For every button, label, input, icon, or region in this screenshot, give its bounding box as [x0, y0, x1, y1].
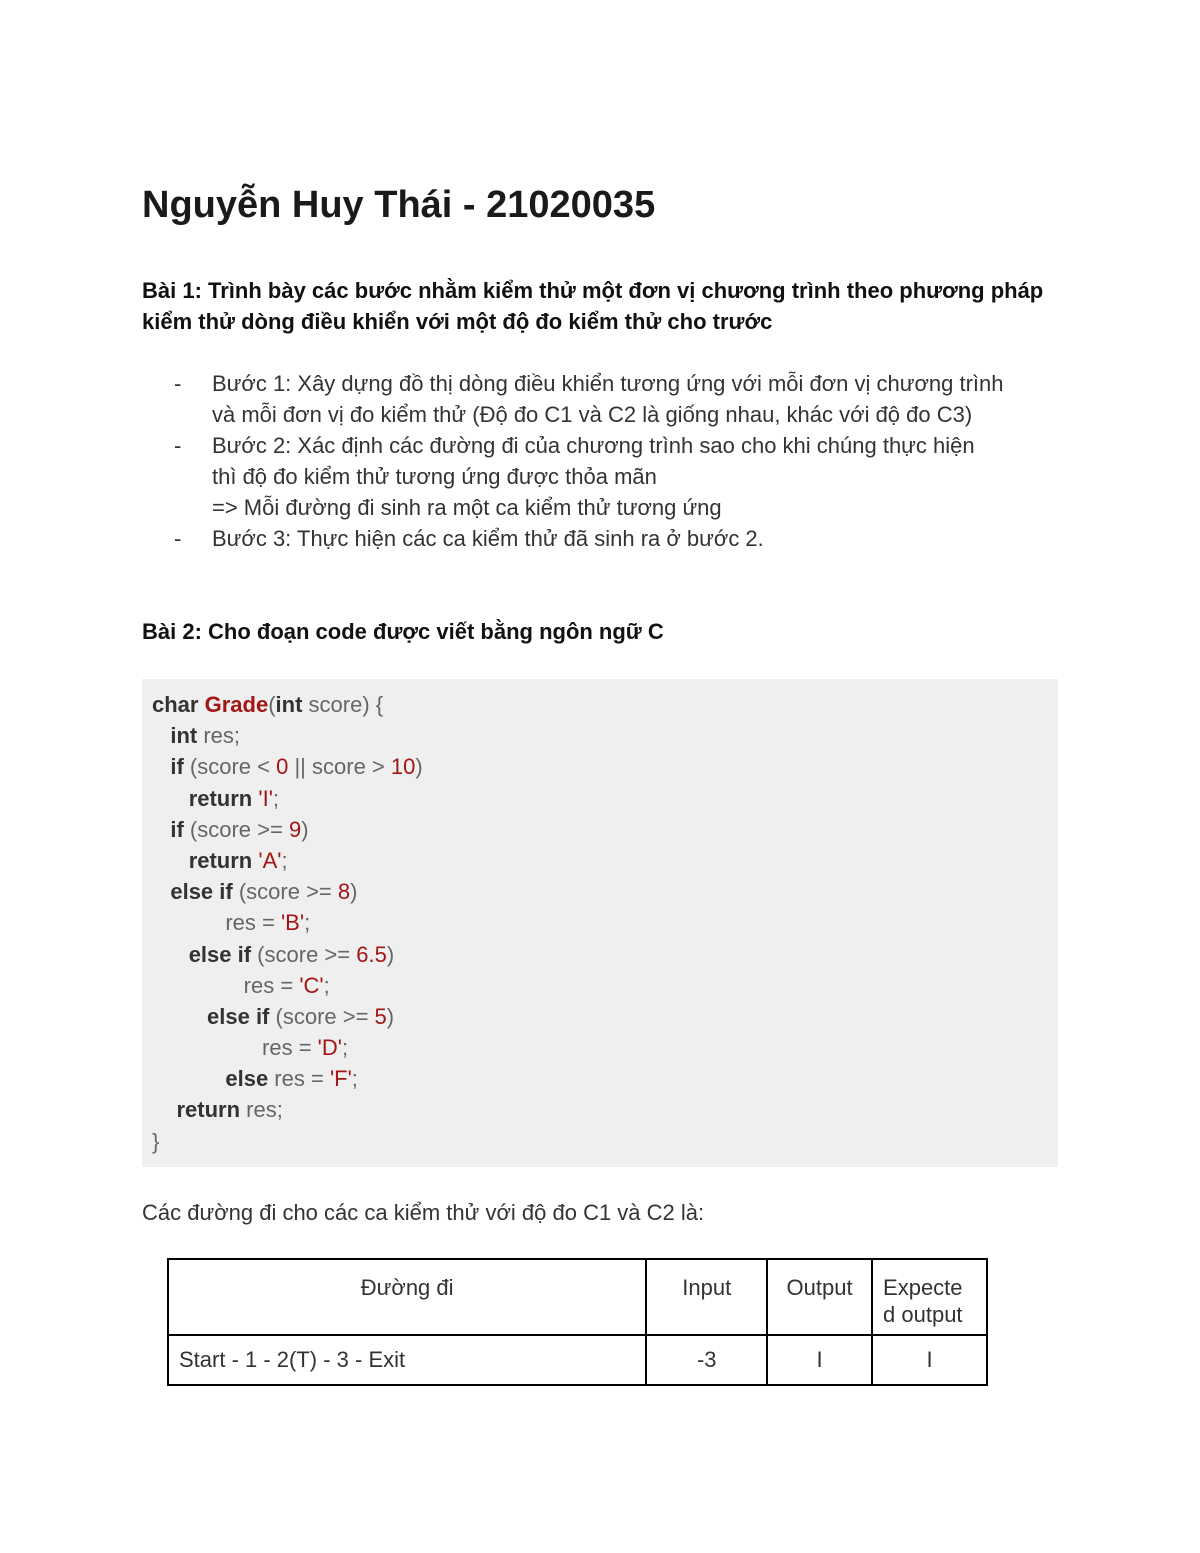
code-token: 'A' — [258, 847, 282, 873]
step-item — [142, 523, 1072, 554]
code-line — [152, 720, 423, 751]
code-token: res = — [152, 972, 300, 998]
cell-input: -3 — [646, 1335, 767, 1385]
code-token — [152, 754, 170, 779]
bullet-dash: - — [174, 433, 182, 458]
code-token: ) — [386, 941, 395, 967]
code-token: return — [176, 1097, 241, 1123]
code-line — [152, 783, 423, 814]
cell-path: Start - 1 - 2(T) - 3 - Exit — [168, 1335, 646, 1385]
code-token — [152, 942, 189, 967]
code-token — [152, 1066, 225, 1091]
code-token: (score < — [183, 754, 277, 780]
code-line — [152, 876, 423, 907]
code-token: score) { — [302, 692, 384, 717]
code-token: 'I' — [258, 785, 273, 811]
code-token: 'F' — [329, 1066, 352, 1092]
code-token: 'C' — [299, 972, 324, 998]
code-token: (score >= — [183, 816, 289, 842]
code-token: if — [170, 754, 184, 780]
code-token: 'D' — [317, 1035, 342, 1061]
code-token: 5 — [374, 1003, 387, 1029]
code-token: 6.5 — [356, 941, 387, 967]
code-line — [152, 751, 423, 782]
step-list — [142, 368, 1072, 554]
header-expected-line-1: Expecte — [883, 1275, 963, 1300]
code-token: return — [188, 847, 253, 873]
step-2-line-2: thì độ đo kiểm thử tương ứng được thỏa mãn — [212, 464, 657, 489]
code-block — [142, 679, 1058, 1167]
header-expected-output — [872, 1259, 987, 1335]
code-token — [152, 1004, 207, 1029]
code-token: return — [188, 785, 253, 811]
code-line — [152, 1126, 423, 1157]
code-token: ; — [281, 847, 288, 873]
code-token: ; — [351, 1066, 358, 1092]
table-header-row — [168, 1259, 987, 1335]
code-token: (score >= — [232, 879, 338, 905]
header-expected-line-2: d output — [883, 1302, 963, 1327]
code-line — [152, 1001, 423, 1032]
header-input: Input — [646, 1259, 767, 1335]
code-line — [152, 939, 423, 970]
paths-intro: Các đường đi cho các ca kiểm thử với độ đo C1 và C2 là: — [142, 1200, 705, 1225]
code-token: || score > — [288, 754, 391, 780]
table-row — [168, 1335, 987, 1385]
code-token: int — [275, 692, 303, 717]
code-line — [152, 970, 423, 1001]
step-2-line-1: Bước 2: Xác định các đường đi của chương trình sao cho khi chúng thực hiện — [212, 433, 975, 458]
step-1-line-2: và mỗi đơn vị đo kiểm thử (Độ đo C1 và C2 là giống nhau, khác với độ đo C3) — [212, 402, 973, 427]
test-paths-table — [167, 1258, 988, 1386]
code-line — [152, 1063, 423, 1094]
step-item — [142, 368, 1072, 430]
code-token — [152, 817, 170, 842]
bullet-dash: - — [174, 526, 182, 551]
bullet-dash: - — [174, 371, 182, 396]
code-token: } — [152, 1128, 160, 1154]
code-token: 10 — [390, 754, 416, 780]
code-token: 9 — [288, 816, 302, 842]
code-token: else — [225, 1066, 269, 1092]
code-token: res = — [268, 1066, 330, 1092]
code-line — [152, 907, 423, 938]
code-token: ) — [301, 816, 309, 842]
cell-output: I — [767, 1335, 872, 1385]
question-1-heading: Bài 1: Trình bày các bước nhằm kiểm thử một đơn vị chương trình theo phương pháp kiểm thử dòng điều khiển với một độ đo kiểm thử cho trước — [142, 278, 1044, 334]
code-token: ( — [268, 692, 276, 717]
step-2-line-3: => Mỗi đường đi sinh ra một ca kiểm thử tương ứng — [212, 495, 722, 520]
code-token: 'B' — [280, 910, 305, 936]
code-token — [152, 786, 189, 811]
code-token: else if — [207, 1003, 270, 1029]
code-token: int — [170, 723, 198, 749]
code-token: (score >= — [269, 1003, 375, 1029]
code-token: if — [170, 816, 184, 842]
code-token: char — [152, 692, 199, 717]
code-token: ; — [341, 1035, 349, 1061]
code-token: 8 — [337, 879, 351, 905]
code-token: ) — [350, 879, 358, 905]
page-title: Nguyễn Huy Thái - 21020035 — [142, 184, 656, 226]
code-token: res; — [240, 1097, 283, 1123]
code-line — [152, 1094, 423, 1125]
step-3-line-1: Bước 3: Thực hiện các ca kiểm thử đã sinh ra ở bước 2. — [212, 526, 764, 551]
code-token: ; — [272, 785, 280, 811]
code-token: ; — [304, 910, 311, 936]
code-token: ) — [415, 754, 423, 780]
cell-expected-output: I — [872, 1335, 987, 1385]
code-line — [152, 1032, 423, 1063]
code-token: res; — [197, 723, 241, 749]
code-token: Grade — [204, 692, 269, 717]
code-token — [152, 879, 170, 904]
code-token: ) — [386, 1003, 395, 1029]
header-output: Output — [767, 1259, 872, 1335]
code-token — [152, 1097, 176, 1122]
code-token: res = — [152, 1035, 318, 1061]
code-token: else if — [188, 941, 252, 967]
code-line — [152, 845, 423, 876]
code-token — [152, 848, 189, 873]
code-token — [152, 723, 170, 748]
step-item — [142, 430, 1072, 523]
code-token: res = — [152, 910, 281, 936]
code-token: (score >= — [251, 941, 357, 967]
code-listing — [152, 689, 423, 1157]
code-line — [152, 689, 423, 720]
step-1-line-1: Bước 1: Xây dựng đồ thị dòng điều khiển tương ứng với mỗi đơn vị chương trình — [212, 371, 1004, 396]
question-2-heading: Bài 2: Cho đoạn code được viết bằng ngôn ngữ C — [142, 619, 664, 644]
code-token: else if — [170, 879, 233, 905]
header-path: Đường đi — [168, 1259, 646, 1335]
code-token: 0 — [276, 754, 289, 780]
code-line — [152, 814, 423, 845]
code-token: ; — [323, 972, 330, 998]
